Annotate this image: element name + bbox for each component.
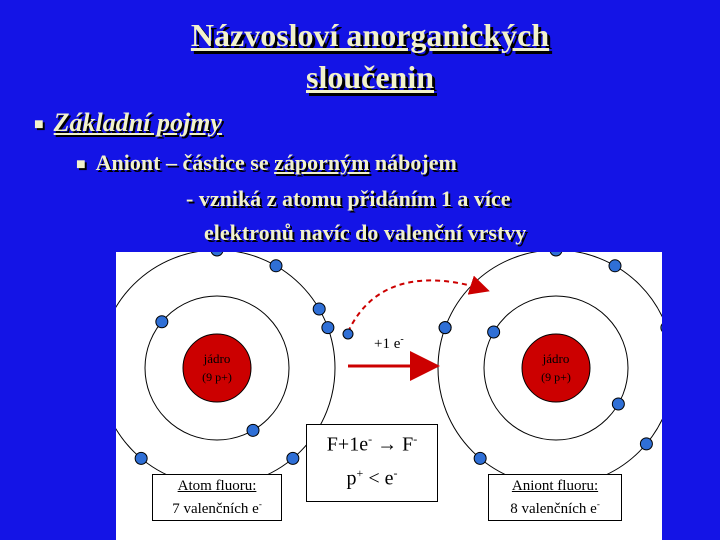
fluoride-anion-caption — [488, 474, 622, 521]
transferred-electron — [343, 329, 353, 339]
electron — [550, 252, 562, 256]
fluorine-atom — [116, 252, 335, 486]
electron — [612, 398, 624, 410]
equation-line-1: F+1e- → F- — [326, 432, 418, 456]
arrow-label: +1 e- — [374, 334, 404, 352]
caption-detail: 7 valenčních e- — [172, 499, 262, 517]
caption-title: Aniont fluoru: — [511, 478, 599, 494]
left-core-charge: (9 p+) — [202, 370, 232, 384]
left-core-label: jádro — [203, 351, 231, 366]
right-core-label: jádro — [542, 351, 570, 366]
anion-definition-prefix: Aniont – částice se — [95, 150, 275, 175]
electron-path-arrow — [348, 280, 486, 332]
electron — [247, 424, 259, 436]
bullet-anion — [76, 150, 457, 176]
bullet-basic-terms-text: Základní pojmy — [53, 108, 222, 137]
electron — [211, 252, 223, 256]
equation-line-2: p+ < e- — [346, 465, 398, 490]
square-bullet-icon: ■ — [34, 116, 44, 134]
nucleus — [183, 334, 251, 402]
square-bullet-icon: ■ — [76, 155, 86, 173]
electron — [135, 452, 147, 464]
anion-definition-suffix: nábojem — [369, 150, 457, 175]
bullet-basic-terms — [34, 108, 222, 138]
electron — [661, 322, 662, 334]
right-core-charge: (9 p+) — [541, 370, 571, 384]
electron — [488, 326, 500, 338]
electron — [287, 452, 299, 464]
electron — [270, 260, 282, 272]
electron — [322, 322, 334, 334]
title-line-2: sloučenin — [305, 59, 435, 95]
title-line-1: Názvosloví anorganických — [190, 17, 550, 53]
nucleus — [522, 334, 590, 402]
diagram-panel — [116, 252, 662, 540]
anion-definition-underlined: záporným — [274, 150, 370, 175]
electron — [609, 260, 621, 272]
electron — [474, 452, 486, 464]
electron — [313, 303, 325, 315]
slide-title — [80, 14, 660, 98]
electron — [439, 322, 451, 334]
caption-detail: 8 valenčních e- — [510, 499, 600, 517]
anion-formation-line-2: elektronů navíc do valenční vrstvy — [204, 220, 527, 245]
caption-title: Atom fluoru: — [177, 478, 257, 494]
electron — [156, 316, 168, 328]
equation-box — [306, 424, 438, 502]
fluorine-atom-caption — [152, 474, 282, 521]
anion-formation-line: - vzniká z atomu přidáním 1 a více — [186, 186, 511, 211]
electron — [640, 438, 652, 450]
